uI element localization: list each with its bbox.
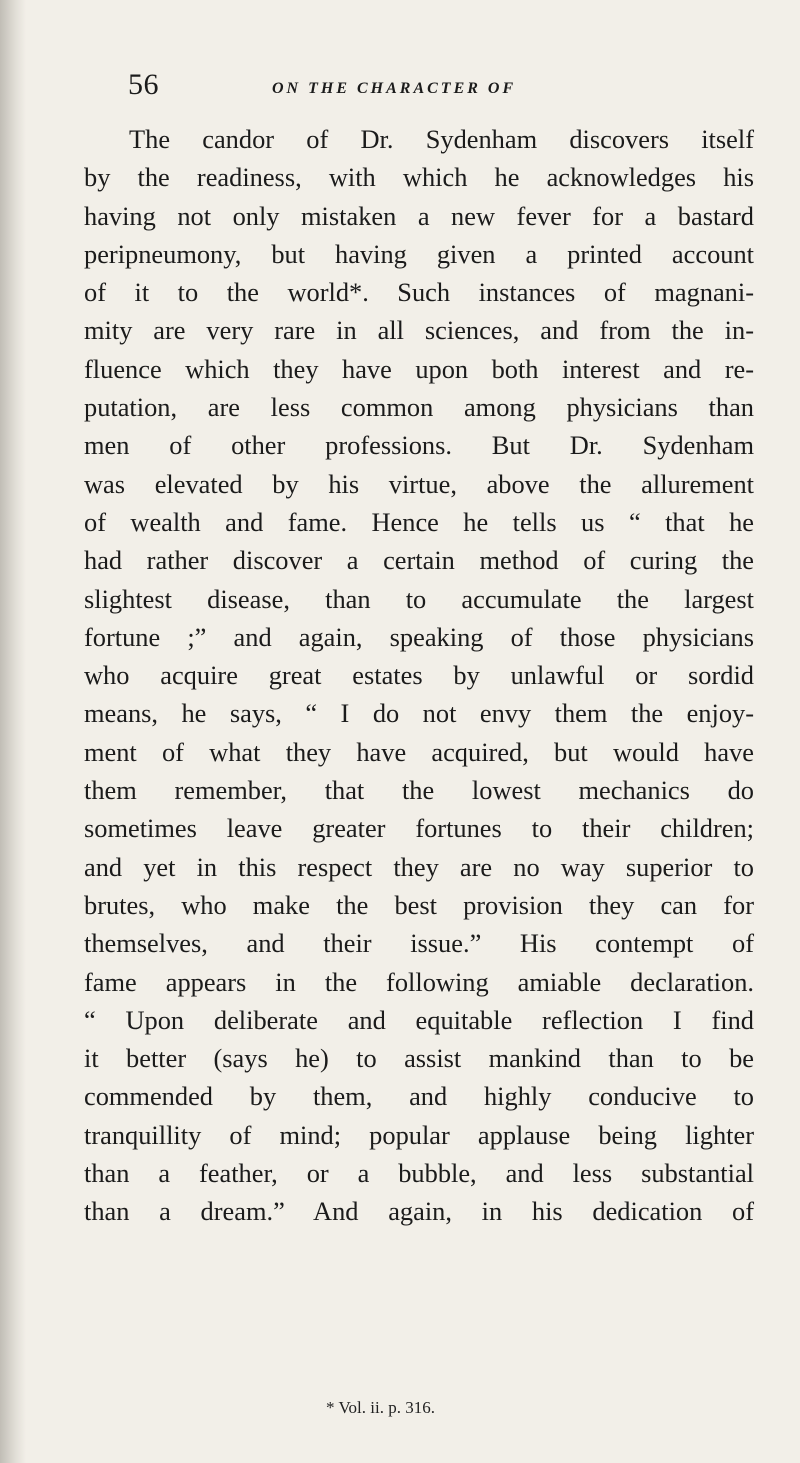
text-line: themselves, and their issue.” His contempt of <box>84 928 754 959</box>
text-line: having not only mistaken a new fever for a bastard <box>84 200 754 231</box>
text-line: “ Upon deliberate and equitable reflection I find <box>84 1004 754 1035</box>
binding-shadow <box>0 0 26 1463</box>
text-line: means, he says, “ I do not envy them the enjoy- <box>84 698 754 729</box>
text-line: was elevated by his virtue, above the allurement <box>84 468 754 499</box>
text-line: commended by them, and highly conducive to <box>84 1081 754 1112</box>
text-line: than a dream.” And again, in his dedication of <box>84 1196 754 1227</box>
page-number: 56 <box>128 68 159 101</box>
text-line: and yet in this respect they are no way superior to <box>84 851 754 882</box>
text-line: who acquire great estates by unlawful or sordid <box>84 660 754 691</box>
text-line: brutes, who make the best provision they can for <box>84 889 754 920</box>
text-line: The candor of Dr. Sydenham discovers itself <box>129 124 754 154</box>
page-header <box>128 68 728 108</box>
text-line: had rather discover a certain method of curing the <box>84 545 754 576</box>
text-line: peripneumony, but having given a printed account <box>84 238 754 269</box>
text-line: it better (says he) to assist mankind than to be <box>84 1043 754 1074</box>
text-line: of wealth and fame. Hence he tells us “ that he <box>84 506 754 537</box>
running-head: ON THE CHARACTER OF <box>272 80 517 97</box>
text-line: fluence which they have upon both interest and re- <box>84 353 754 384</box>
text-line: mity are very rare in all sciences, and from the in- <box>84 315 754 346</box>
text-line: them remember, that the lowest mechanics do <box>84 775 754 806</box>
text-line: men of other professions. But Dr. Sydenham <box>84 430 754 461</box>
text-line: putation, are less common among physicians than <box>84 392 754 423</box>
text-line: than a feather, or a bubble, and less substantial <box>84 1158 754 1189</box>
body-text <box>84 120 754 1231</box>
text-line: tranquillity of mind; popular applause being lighter <box>84 1119 754 1150</box>
text-line: slightest disease, than to accumulate the largest <box>84 583 754 614</box>
text-line: fortune ;” and again, speaking of those physicians <box>84 621 754 652</box>
text-line: ment of what they have acquired, but would have <box>84 736 754 767</box>
footnote: * Vol. ii. p. 316. <box>326 1398 435 1417</box>
text-line: of it to the world*. Such instances of magnani- <box>84 277 754 308</box>
text-line: sometimes leave greater fortunes to their children; <box>84 813 754 844</box>
text-line: by the readiness, with which he acknowledges his <box>84 162 754 193</box>
text-line: fame appears in the following amiable declaration. <box>84 966 754 997</box>
